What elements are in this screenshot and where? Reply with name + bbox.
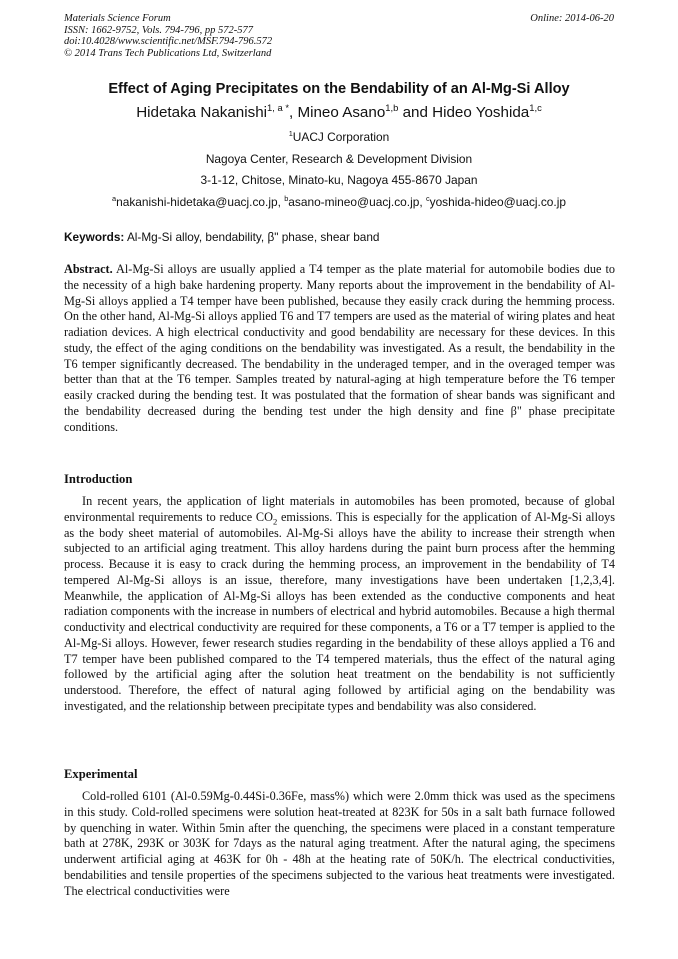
paper-title: Effect of Aging Precipitates on the Bendability of an Al-Mg-Si Alloy [108, 81, 570, 97]
journal-copyright: © 2014 Trans Tech Publications Ltd, Switzerland [64, 47, 272, 59]
abstract-text: Al-Mg-Si alloys are usually applied a T4 temper as the plate material for automobile bodies due to the necessity of a high bake hardening property. Many reports about the improvement in the bendability of Al-Mg-Si alloys applied a T4 temper have been published, because they easily crack during the hemming process. On the other hand, Al-Mg-Si alloys applied T6 and T7 tempers are used as the material of wiring plates and heat radiation devices. A high electrical conductivity and good bendability are necessary for these devices. In this study, the effect of the aging conditions on the bendability was investigated. As a result, the bendability in the T6 temper significantly decreased. The bendability in the underaged temper, and in the overaged temper was better than that at the T6 temper. Samples treated by natural-aging at high temperature before the T6 temper easily cracked during the bending test. It was postulated that the formation of shear bands was significant and the bendability decreased during the bending test under the high density and fine β" phase precipitate conditions. [64, 262, 615, 434]
email-b[interactable]: asano-mineo@uacj.co.jp, [288, 195, 426, 209]
author-2-affil: 1,b [385, 101, 399, 113]
online-date: Online: 2014-06-20 [530, 13, 614, 24]
author-emails: $^a$nakanishi-hidetaka@uacj.co.jp, $^b$asano-mineo@uacj.co.jp, $^c$yoshida-hideo@uacj.co.jp [112, 194, 566, 209]
introduction-paragraph: In recent years, the application of light materials in automobiles has been promoted, because of global environmental requirements to reduce $CO_2$ emissions. This is especially for the application of Al-Mg-Si alloys as the body sheet material of automobiles. Al-Mg-Si alloys have the ability to increase their strength when subjected to an artificial aging treatment. This alloy hardens during the paint burn process after the hemming process. Because it is easy to crack during the hemming process, an improvement in the bendability of T4 tempered Al-Mg-Si alloys is an issue, therefore, many investigations have been undertaken [1,2,3,4]. Meanwhile, the application of Al-Mg-Si alloys has been extended as the conductive components and heat radiation components with the increase in numbers of electrical and hybrid automobiles. Because a high thermal conductivity and electrical conductivity are required for these components, a T6 or a T7 temper is applied to the Al-Mg-Si alloys. However, fewer research studies regarding in the bendability of these alloys applied a T6 and T7 temper have been published compared to the T4 tempered materials, thus the effect of the natural aging followed by the artificial aging after the solution heat treatment on the bendability is not sufficiently understood. Therefore, the effect of natural aging followed by artificial aging on the bendability was investigated, and the relationship between precipitate types and bendability was also considered. [64, 494, 616, 713]
affiliation-org: $^1$UACJ Corporation [288, 129, 390, 144]
author-3-affil: 1,c [529, 101, 542, 113]
experimental-paragraph: Cold-rolled 6101 (Al-0.59Mg-0.44Si-0.36Fe, mass%) which were 2.0mm thick was used as the specimens in this study. Cold-rolled specimens were solution heat-treated at 823K for 50s in a salt bath furnace followed by quenching in water. Within 5min after the quenching, the specimens were placed in a constant temperature bath at 278K, 293K or 303K for 7days as the natural aging treatment. After the natural aging, the specimens underwent artificial aging at 463K for 0h - 48h at the heating rate of 50K/h. The electrical conductivities, bendabilities and tensile properties of the specimens subjected to the various heat treatments were investigated. The electrical conductivities were [64, 789, 615, 898]
affiliation-division: Nagoya Center, Research & Development Division [205, 152, 473, 166]
abstract-label: Abstract. [64, 262, 113, 276]
author-3: and Hideo Yoshida [398, 104, 530, 121]
keywords [64, 230, 379, 244]
author-1-affil: 1, a * [267, 101, 290, 113]
author-2: , Mineo Asano [289, 104, 386, 121]
journal-doi: doi:10.4028/www.scientific.net/MSF.794-796.572 [64, 36, 273, 48]
journal-header [64, 13, 272, 59]
email-c[interactable]: yoshida-hideo@uacj.co.jp [429, 195, 566, 209]
abstract [64, 262, 615, 435]
author-1: Hidetaka Nakanishi [136, 104, 268, 121]
email-a[interactable]: nakanishi-hidetaka@uacj.co.jp, [116, 195, 285, 209]
keywords-text: Al-Mg-Si alloy, bendability, β" phase, shear band [124, 230, 380, 244]
affiliation-address: 3-1-12, Chitose, Minato-ku, Nagoya 455-8670 Japan [200, 173, 478, 187]
author-line [20, 101, 658, 121]
journal-name: Materials Science Forum [64, 13, 171, 24]
journal-issn: ISSN: 1662-9752, Vols. 794-796, pp 572-577 [64, 24, 253, 36]
keywords-label: Keywords: [64, 230, 125, 244]
experimental-heading: Experimental [64, 767, 138, 781]
introduction-heading: Introduction [64, 472, 133, 486]
